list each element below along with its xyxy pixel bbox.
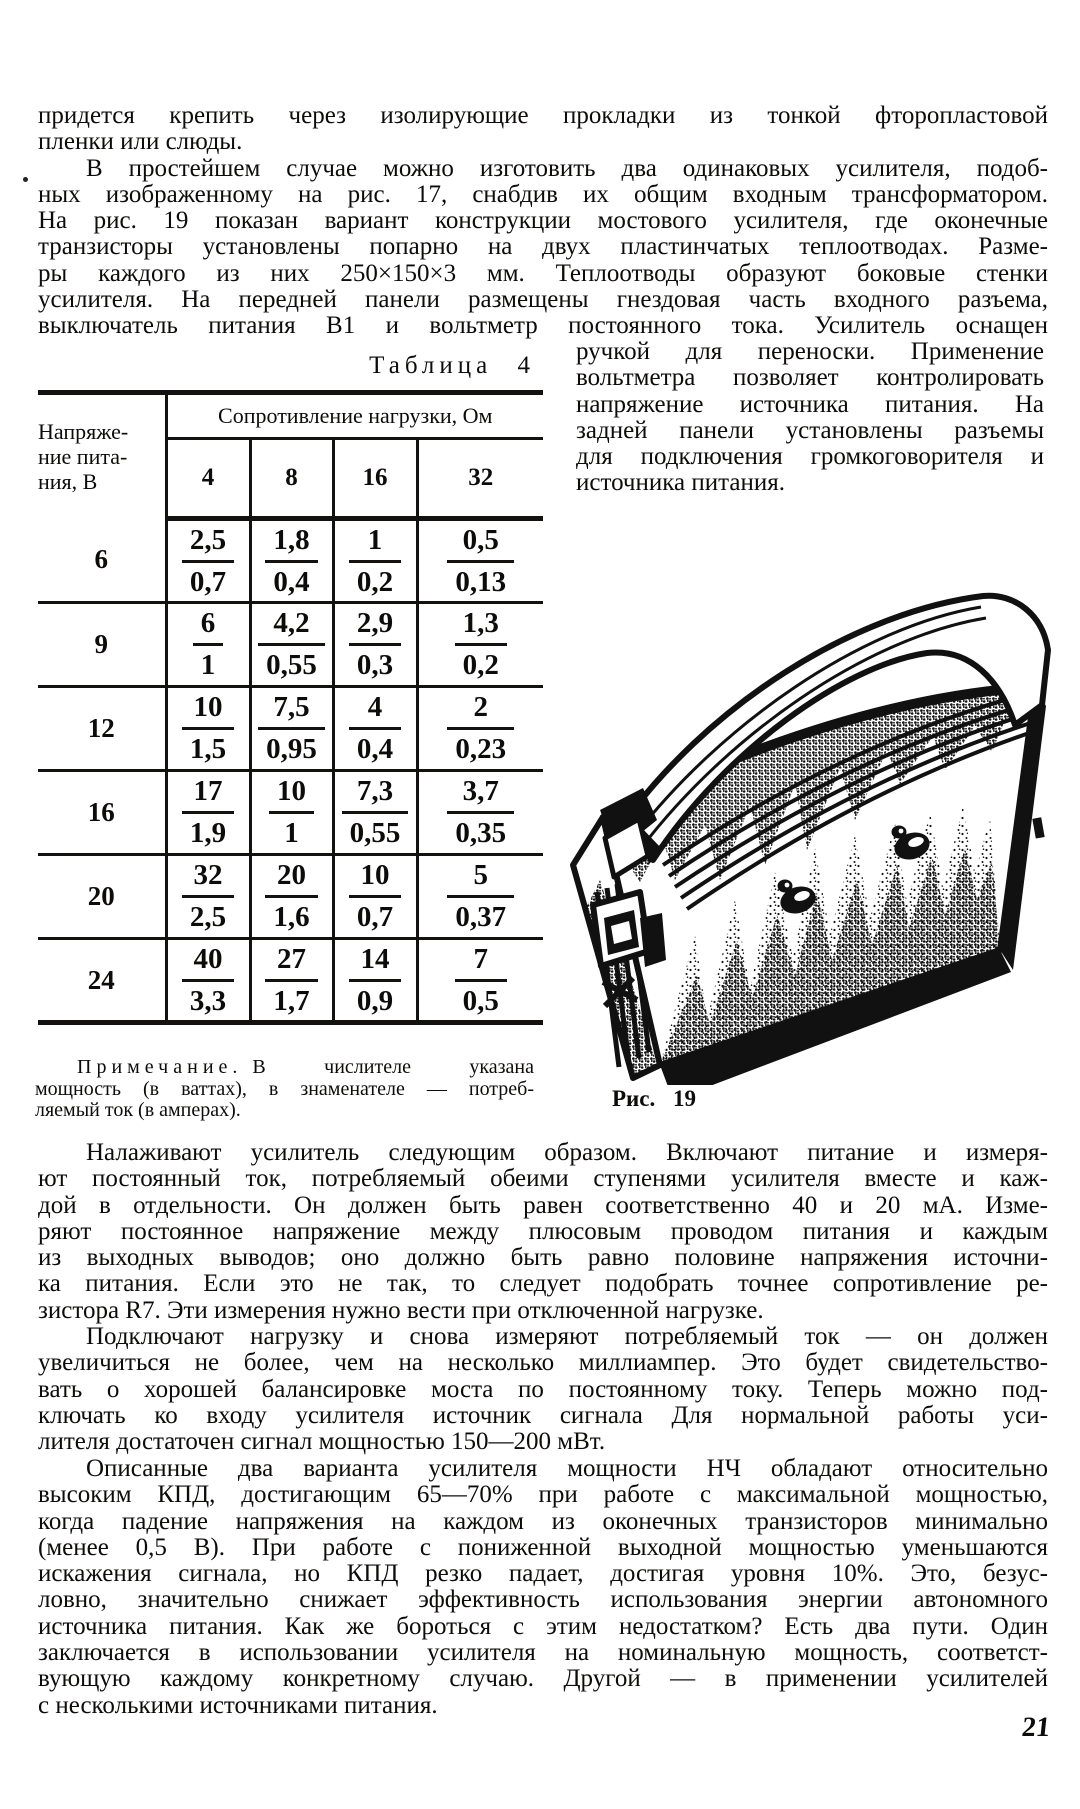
- current-value: 0,5: [462, 984, 499, 1017]
- load-power-table: [38, 390, 543, 1025]
- power-current-fraction: [187, 861, 229, 932]
- text-line: задней панели установлены разъемы: [576, 417, 1044, 444]
- text-line: вующую каждому конкретному случаю. Другой — в применении усилителей: [38, 1666, 1048, 1693]
- voltage-value: 20: [38, 855, 166, 939]
- text-line: ка питания. Если это не так, то следует подобрать точнее сопротивление ре-: [38, 1271, 1048, 1298]
- text-line: лителя достаточен сигнал мощностью 150—200 мВт.: [38, 1429, 606, 1456]
- power-value: 17: [193, 775, 223, 807]
- table-row: [38, 603, 543, 687]
- power-current-fraction: [452, 523, 509, 598]
- column-header: 8: [250, 439, 333, 519]
- note-line: [35, 1057, 534, 1079]
- current-value: 1: [200, 649, 216, 681]
- current-value: 1,9: [189, 817, 227, 849]
- current-value: 0,55: [349, 817, 401, 849]
- power-current-fraction: [187, 523, 229, 598]
- power-value: 14: [360, 942, 390, 975]
- text-line: искажения сигнала, но КПД резко падает, достигая уровня 10%. Это, безус-: [38, 1561, 1048, 1588]
- table-cell: [417, 771, 543, 855]
- power-current-fraction: [452, 777, 509, 848]
- text-line: высоким КПД, достигающим 65—70% при работе с максимальной мощностью,: [38, 1482, 1048, 1509]
- power-current-fraction: [354, 523, 396, 598]
- power-value: 27: [277, 942, 306, 975]
- current-value: 0,7: [189, 565, 227, 598]
- table-cell: [333, 771, 417, 855]
- power-current-fraction: [263, 693, 320, 764]
- text-line: напряжение источника питания. На: [576, 391, 1044, 418]
- table-cell: [333, 519, 417, 603]
- voltage-value: 6: [38, 519, 166, 603]
- power-value: 1: [367, 523, 383, 556]
- table-cell: [250, 855, 333, 939]
- power-value: 0,5: [462, 523, 499, 556]
- page-number: 21: [1020, 1712, 1052, 1743]
- current-value: 0,9: [356, 984, 394, 1017]
- current-value: 0,95: [266, 733, 317, 765]
- table-group-header: Сопротивление нагрузки, Ом: [166, 393, 543, 439]
- text-line: В простейшем случае можно изготовить два одинаковых усилителя, подоб-: [86, 155, 1048, 182]
- table-note: [35, 1057, 534, 1122]
- power-value: 1,8: [273, 523, 310, 556]
- text-line: ных изображенному на рис. 17, снабдив их общим входным трансформатором.: [38, 181, 1048, 208]
- table-title: Таблица 4: [369, 352, 535, 379]
- power-current-fraction: [460, 609, 502, 680]
- table-cell: [166, 771, 250, 855]
- current-value: 2,5: [189, 901, 227, 933]
- table-cell: [250, 519, 333, 603]
- text-line: ют постоянный ток, потребляемый обеими ступенями усилителя вместе и каж-: [38, 1166, 1048, 1193]
- table-cell: [333, 687, 417, 771]
- power-current-fraction: [263, 609, 320, 680]
- table-row: [38, 687, 543, 771]
- current-value: 0,35: [455, 817, 507, 849]
- power-current-fraction: [452, 693, 509, 764]
- power-current-fraction: [354, 942, 396, 1017]
- tuning-paragraph: [38, 1140, 1048, 1324]
- current-value: 0,55: [266, 649, 317, 681]
- text-line: источника питания.: [576, 470, 785, 497]
- figure-caption: Рис. 19: [612, 1086, 697, 1111]
- current-value: 1,6: [273, 901, 310, 933]
- table-cell: [417, 519, 543, 603]
- intro-paragraphs: [38, 103, 1048, 340]
- text-line: Налаживают усилитель следующим образом. Включают питание и измеря-: [86, 1140, 1048, 1166]
- text-line: пленки или слюды.: [38, 129, 243, 156]
- note-text: В числителе указана: [252, 1057, 534, 1078]
- table-cell: [166, 855, 250, 939]
- table-cell: [166, 687, 250, 771]
- table-cell: [166, 519, 250, 603]
- current-value: 0,37: [455, 901, 507, 933]
- power-current-fraction: [270, 861, 312, 932]
- power-current-fraction: [270, 523, 312, 598]
- power-current-fraction: [354, 861, 396, 932]
- row-header-line: Напряже-: [38, 419, 129, 445]
- power-current-fraction: [274, 777, 309, 848]
- power-value: 7,3: [356, 775, 394, 807]
- column-header: 4: [166, 439, 250, 519]
- power-value: 10: [193, 691, 223, 723]
- table-cell: [333, 939, 417, 1023]
- table-cell: [250, 771, 333, 855]
- power-value: 10: [360, 859, 390, 891]
- text-line: транзисторы установлены попарно на двух пластинчатых теплоотводах. Разме-: [38, 234, 1048, 261]
- power-current-fraction: [354, 609, 396, 680]
- current-value: 0,13: [455, 565, 507, 598]
- power-value: 4: [367, 691, 383, 723]
- power-value: 32: [193, 859, 223, 891]
- current-value: 0,7: [356, 901, 394, 933]
- table-cell: [417, 687, 543, 771]
- power-value: 3,7: [462, 775, 499, 807]
- text-line: усилителя. На передней панели размещены гнездовая часть входного разъема,: [38, 287, 1048, 314]
- current-value: 0,4: [273, 565, 310, 598]
- table-cell: [417, 855, 543, 939]
- row-header-line: ния, В: [38, 469, 98, 495]
- power-value: 7: [473, 942, 488, 975]
- power-value: 40: [193, 942, 223, 975]
- table-row: [38, 855, 543, 939]
- table-cell: [250, 939, 333, 1023]
- voltage-value: 9: [38, 603, 166, 687]
- text-line: вать о хорошей балансировке моста по постоянному току. Теперь можно под-: [38, 1376, 1048, 1403]
- current-value: 1: [284, 817, 299, 849]
- print-artifact-dot: [23, 177, 28, 182]
- text-line: придется крепить через изолирующие прокладки из тонкой фторопластовой: [38, 103, 1048, 129]
- note-label: Примечание.: [77, 1057, 243, 1078]
- current-value: 1,7: [273, 984, 310, 1017]
- table-cell: [250, 687, 333, 771]
- power-current-fraction: [187, 777, 229, 848]
- power-current-fraction: [270, 942, 312, 1017]
- text-line: Описанные два варианта усилителя мощности НЧ обладают относительно: [86, 1456, 1048, 1482]
- note-line: мощность (в ваттах), в знаменателе — потреб-: [35, 1078, 534, 1100]
- efficiency-paragraph: [38, 1456, 1048, 1719]
- power-value: 2: [473, 691, 488, 723]
- power-value: 7,5: [273, 691, 310, 723]
- latch: [1032, 817, 1044, 838]
- power-value: 2,9: [356, 607, 394, 639]
- power-value: 20: [277, 859, 306, 891]
- text-line: с несколькими источниками питания.: [38, 1692, 438, 1719]
- text-line: из выходных выводов; оно должно быть равно половине напряжения источни-: [38, 1245, 1048, 1272]
- power-value: 5: [473, 859, 488, 891]
- power-value: 10: [277, 775, 306, 807]
- text-line: вольтметра позволяет контролировать: [576, 365, 1044, 392]
- text-line: Подключают нагрузку и снова измеряют потребляемый ток — он должен: [86, 1324, 1048, 1350]
- row-header-line: ние пита-: [38, 444, 128, 470]
- text-line: ры каждого из них 250×150×3 мм. Теплоотводы образуют боковые стенки: [38, 260, 1048, 287]
- text-line: ловно, значительно снижает эффективность использования энергии автономного: [38, 1587, 1048, 1614]
- current-value: 1,5: [189, 733, 227, 765]
- table-row: [38, 519, 543, 603]
- text-line: источника питания. Как же бороться с этим недостатком? Есть два пути. Один: [38, 1613, 1048, 1640]
- power-current-fraction: [187, 942, 229, 1017]
- current-value: 3,3: [189, 984, 227, 1017]
- amplifier-illustration: [545, 520, 1080, 1085]
- power-current-fraction: [460, 942, 502, 1017]
- power-current-fraction: [354, 693, 396, 764]
- load-test-paragraph: [38, 1324, 1048, 1455]
- voltage-value: 24: [38, 939, 166, 1023]
- voltage-value: 16: [38, 771, 166, 855]
- current-value: 0,23: [455, 733, 507, 765]
- text-line: выключатель питания В1 и вольтметр постоянного тока. Усилитель оснащен: [38, 313, 1048, 340]
- power-current-fraction: [198, 609, 219, 680]
- current-value: 0,2: [462, 649, 499, 681]
- current-value: 0,4: [356, 733, 394, 765]
- table-row-header: [38, 393, 166, 519]
- table-cell: [250, 603, 333, 687]
- power-current-fraction: [452, 861, 509, 932]
- text-line: ряют постоянное напряжение между плюсовым проводом питания и каждым: [38, 1218, 1048, 1245]
- column-header: 32: [417, 439, 543, 519]
- text-line: дой в отдельности. Он должен быть равен соответственно 40 и 20 мА. Изме-: [38, 1192, 1048, 1219]
- text-line: (менее 0,5 В). При работе с пониженной выходной мощностью уменьшаются: [38, 1534, 1048, 1561]
- power-current-fraction: [187, 693, 229, 764]
- table-cell: [333, 855, 417, 939]
- text-line: когда падение напряжения на каждом из оконечных транзисторов минимально: [38, 1508, 1048, 1535]
- text-line: зистора R7. Эти измерения нужно вести при отключенной нагрузке.: [38, 1297, 764, 1324]
- table-cell: [417, 603, 543, 687]
- text-line: для подключения громкоговорителя и: [576, 444, 1044, 471]
- column-header: 16: [333, 439, 417, 519]
- text-line: На рис. 19 показан вариант конструкции мостового усилителя, где оконечные: [38, 208, 1048, 235]
- wrap-paragraph: [576, 339, 1044, 497]
- power-value: 4,2: [273, 607, 310, 639]
- text-line: ручкой для переноски. Применение: [576, 339, 1044, 365]
- current-value: 0,3: [356, 649, 394, 681]
- table-cell: [166, 939, 250, 1023]
- table-cell: [166, 603, 250, 687]
- power-value: 2,5: [189, 523, 227, 556]
- table-row: [38, 939, 543, 1023]
- text-line: ключать ко входу усилителя источник сигнала Для нормальной работы уси-: [38, 1402, 1048, 1429]
- table-cell: [417, 939, 543, 1023]
- table-cell: [333, 603, 417, 687]
- note-line: ляемый ток (в амперах).: [35, 1100, 241, 1121]
- table-row: [38, 771, 543, 855]
- power-value: 1,3: [462, 607, 499, 639]
- voltage-value: 12: [38, 687, 166, 771]
- text-line: увеличиться не более, чем на несколько миллиампер. Это будет свидетельство-: [38, 1350, 1048, 1377]
- power-current-fraction: [347, 777, 404, 848]
- text-line: заключается в использовании усилителя на номинальную мощность, соответст-: [38, 1640, 1048, 1667]
- power-value: 6: [200, 607, 216, 639]
- current-value: 0,2: [356, 565, 394, 598]
